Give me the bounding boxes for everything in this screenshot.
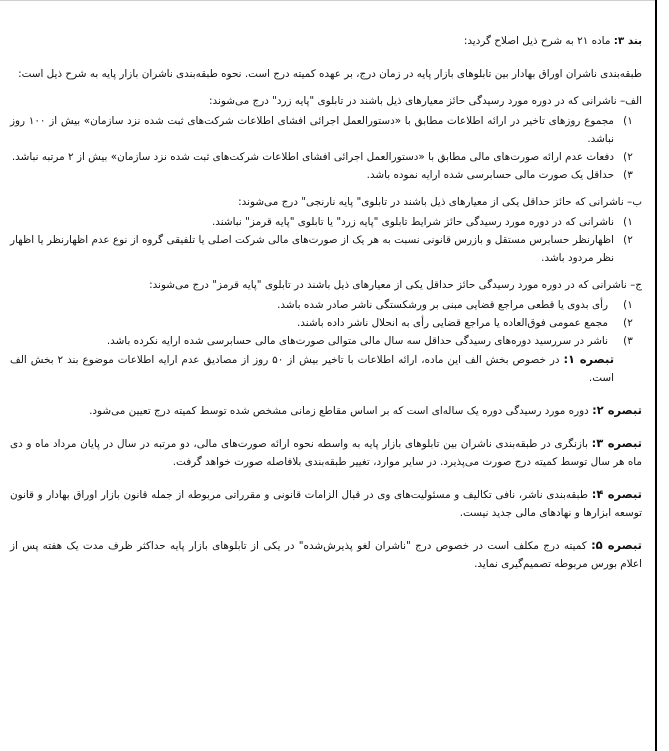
- note-label: تبصره ۲:: [592, 403, 642, 417]
- note-2: [10, 401, 642, 420]
- list-item: [10, 332, 642, 350]
- section-a-list: [10, 112, 642, 184]
- note-label: تبصره ۴:: [591, 487, 643, 501]
- item-text: مجموع روزهای تاخیر در ارائه اطلاعات مطابق با «دستورالعمل اجرائی افشای اطلاعات شرکت‌های ثبت شده نزد سازمان» بیش از ۱۰۰ روز نباشد.: [10, 115, 614, 145]
- section-a-title: الف– ناشرانی که در دوره مورد رسیدگی حائز معیارهای ذیل باشند در تابلوی "پایه زرد" درج می‌شوند:: [209, 95, 642, 107]
- item-number: ۲): [623, 317, 633, 329]
- note-text: دوره مورد رسیدگی دوره یک ساله‌ای است که بر اساس مقاطع زمانی مشخص شده توسط کمیته درج تعیین می‌شود.: [89, 405, 593, 417]
- clause-header: [10, 32, 642, 50]
- note-5: [10, 536, 642, 573]
- document-page: [10, 32, 642, 573]
- note-label: تبصره ۵:: [591, 538, 643, 552]
- list-item: [10, 112, 642, 148]
- section-c-list: [10, 296, 642, 350]
- section-c-title: ج– ناشرانی که در دوره مورد رسیدگی حائز حداقل یکی از معیارهای ذیل باشند در تابلوی "پایه قرمز" درج می‌شوند:: [149, 279, 642, 291]
- item-text: دفعات عدم ارائه صورت‌های مالی مطابق با «دستورالعمل اجرائی افشای اطلاعات شرکت‌های ثبت شده نزد سازمان» بیش از ۲ مرتبه نباشد.: [11, 151, 614, 163]
- note-3: [10, 434, 642, 471]
- item-text: اظهارنظر حسابرس مستقل و بازرس قانونی نسبت به هر یک از صورت‌های مالی شرکت اصلی یا تلفیقی گروه از نوع عدم اظهارنظر یا اظهار نظر مردود باشد.: [10, 234, 614, 264]
- item-number: ۳): [623, 335, 633, 347]
- note-label: تبصره ۱:: [563, 352, 615, 366]
- note-text: کمیته درج مکلف است در خصوص درج "ناشران لغو پذیرش‌شده" در یکی از تابلوهای بازار پایه حداکثر ظرف مدت یک هفته پس از اعلام بورس مربوطه تصمیم‌گیری نماید.: [10, 540, 642, 570]
- note-text: طبقه‌بندی ناشر، نافی تکالیف و مسئولیت‌های وی در قبال الزامات قانونی و مقرراتی مربوطه از جمله قانون بازار اوراق بهادار و قانون توسعه ابزارها و نهادهای مالی جدید نیست.: [10, 489, 642, 519]
- item-number: ۳): [623, 169, 633, 181]
- list-item: [10, 314, 642, 332]
- item-number: ۱): [623, 115, 633, 127]
- list-item: [10, 296, 642, 314]
- item-text: مجمع عمومی فوق‌العاده یا مراجع قضایی رأی به انحلال ناشر داده باشند.: [296, 317, 608, 329]
- item-text: ناشر در سررسید دوره‌های رسیدگی حداقل سه سال مالی متوالی صورت‌های مالی حسابرسی شده ارایه نکرده باشد.: [106, 335, 608, 347]
- clause-label: بند ۳:: [613, 35, 642, 47]
- clause-text: ماده ۲۱ به شرح ذیل اصلاح گردید:: [463, 35, 614, 47]
- note-text: در خصوص بخش الف این ماده، ارائه اطلاعات با تاخیر بیش از ۵۰ روز از مصادیق عدم ارایه اطلاعات موضوع بند ۲ بخش الف است.: [10, 354, 614, 384]
- item-text: ناشرانی که در دوره مورد رسیدگی حائز شرایط تابلوی "پایه زرد" یا تابلوی "پایه قرمز" نباشند.: [212, 216, 614, 228]
- item-text: رأی بدوی یا قطعی مراجع قضایی مبنی بر ورشکستگی ناشر صادر شده باشد.: [277, 299, 608, 311]
- item-number: ۲): [623, 151, 633, 163]
- list-item: [10, 231, 642, 267]
- section-b-list: [10, 213, 642, 267]
- section-b-title: ب– ناشرانی که حائز حداقل یکی از معیارهای ذیل باشند در تابلوی" پایه نارنجی" درج می‌شوند:: [238, 196, 642, 208]
- item-number: ۲): [623, 234, 633, 246]
- list-item: [10, 166, 642, 184]
- page-right-border: [655, 0, 657, 751]
- list-item: [10, 148, 642, 166]
- item-number: ۱): [623, 216, 633, 228]
- note-1: [10, 350, 642, 387]
- note-4: [10, 485, 642, 522]
- intro-paragraph: طبقه‌بندی ناشران اوراق بهادار بین تابلوهای بازار پایه در زمان درج، بر عهده کمیته درج است. نحوه طبقه‌بندی ناشران بازار پایه به شرح ذیل است:: [18, 68, 642, 80]
- item-text: حداقل یک صورت مالی حسابرسی شده ارایه نموده باشد.: [366, 169, 614, 181]
- page-top-edge: [0, 0, 657, 1]
- list-item: [10, 213, 642, 231]
- note-text: بازنگری در طبقه‌بندی ناشران بین تابلوهای بازار پایه به واسطه نحوه ارائه صورت‌های مالی، دو مرتبه در سال در پایان مرداد ماه و دی ماه هر سال توسط کمیته درج صورت می‌پذیرد. در سایر موارد، تغییر طبقه‌بندی بلافاصله صورت خواهد گرفت.: [10, 438, 642, 468]
- note-label: تبصره ۳:: [591, 436, 642, 450]
- item-number: ۱): [623, 299, 633, 311]
